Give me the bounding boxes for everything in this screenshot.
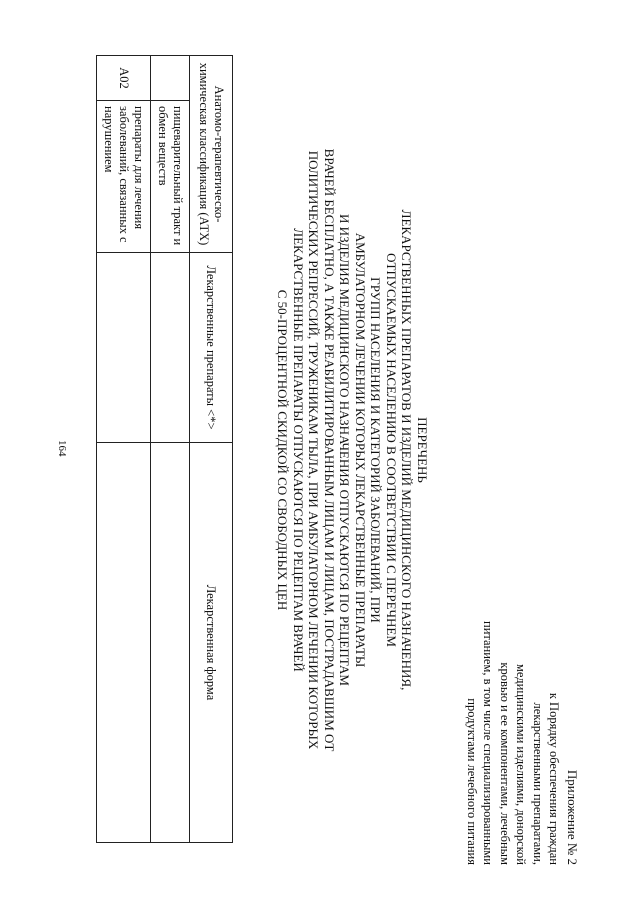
appendix-title: Приложение № 2 [565,769,580,865]
cell-drugs [97,253,151,443]
cell-code: A02 [97,56,151,101]
appendix-note [464,590,581,865]
cell-classification: пищеварительный тракт и обмен веществ [151,101,190,253]
cell-drugs [151,253,190,443]
heading-line: ЛЕКАРСТВЕННЫХ ПРЕПАРАТОВ И ИЗДЕЛИЙ МЕДИЦИНСКОГО НАЗНАЧЕНИЯ, [399,209,415,691]
appendix-line: к Порядку обеспечения граждан [547,692,562,865]
header-form: Лекарственная форма [190,443,233,843]
heading-line: ОТПУСКАЕМЫХ НАСЕЛЕНИЮ В СООТВЕТСТВИИ С ПЕРЕЧНЕМ [384,253,399,647]
document-heading [275,140,430,760]
heading-line: ЛЕКАРСТВЕННЫЕ ПРЕПАРАТЫ ОТПУСКАЮТСЯ ПО РЕЦЕПТАМ ВРАЧЕЙ [291,228,306,672]
appendix-line: кровью и ее компонентами, лечебным [498,662,512,865]
appendix-line: лекарственными препаратами, [531,702,545,865]
cell-classification: препараты для лечения заболеваний, связанных с нарушением [97,101,151,253]
appendix-line: продуктами лечебного питания [465,698,479,865]
atx-table [96,55,233,843]
appendix-line: питанием, в том числе специализированными [481,621,496,865]
heading-title: ПЕРЕЧЕНЬ [415,417,430,483]
header-drugs: Лекарственные препараты <*> [190,253,233,443]
table-row [151,56,190,843]
appendix-line: медицинскими изделиями, донорской [514,663,529,865]
heading-line: С 50-ПРОЦЕНТНОЙ СКИДКОЙ СО СВОБОДНЫХ ЦЕН [275,289,291,611]
header-classification: Анатомо-терапевтическо-химическая классификация (АТХ) [190,56,233,253]
heading-line: ПОЛИТИЧЕСКИХ РЕПРЕССИЙ, ТРУЖЕНИКАМ ТЫЛА, ПРИ АМБУЛАТОРНОМ ЛЕЧЕНИИ КОТОРЫХ [306,150,322,750]
heading-line: И ИЗДЕЛИЯ МЕДИЦИНСКОГО НАЗНАЧЕНИЯ ОТПУСКАЮТСЯ ПО РЕЦЕПТАМ [337,214,353,686]
table-header-row [190,56,233,843]
heading-line: ГРУПП НАСЕЛЕНИЯ И КАТЕГОРИЙ ЗАБОЛЕВАНИЙ, ПРИ [368,277,384,623]
heading-line: ВРАЧЕЙ БЕСПЛАТНО, А ТАКЖЕ РЕАБИЛИТИРОВАННЫМ ЛИЦАМ И ЛИЦАМ, ПОСТРАДАВШИМ ОТ [322,148,337,752]
cell-form [97,443,151,843]
page-number: 164 [56,440,68,457]
heading-line: АМБУЛАТОРНОМ ЛЕЧЕНИИ КОТОРЫХ ЛЕКАРСТВЕННЫЕ ПРЕПАРАТЫ [353,232,368,668]
cell-form [151,443,190,843]
cell-code [151,56,190,101]
table-row [97,56,151,843]
